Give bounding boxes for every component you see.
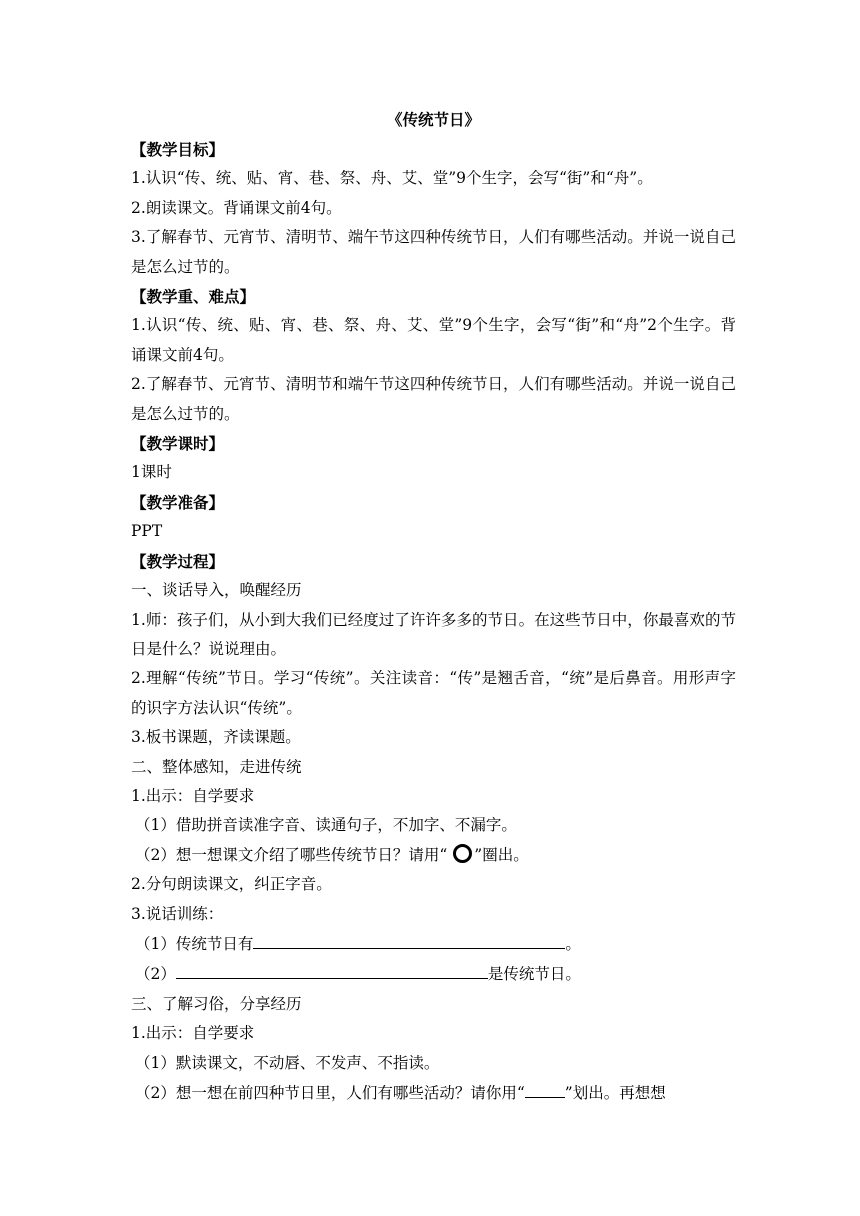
hours-value: 1课时 <box>131 463 172 482</box>
process-3-step-1b-text-end: ”划出。再想想 <box>564 1084 666 1102</box>
underline-mark <box>525 1078 565 1098</box>
process-2-step-2: 2.分句朗读课文，纠正字音。 <box>131 875 332 894</box>
process-2-step-3: 3.说话训练： <box>131 904 224 923</box>
section-heading-hours: 【教学课时】 <box>131 434 225 454</box>
process-2-step-1a: （1）借助拼音读准字音、读通句子，不加字、不漏字。 <box>135 816 517 835</box>
process-2-step-1b-text-end: ”圈出。 <box>474 845 529 864</box>
key-point-2: 2.了解春节、元宵节、清明节和端午节这四种传统节日，人们有哪些活动。并说一说自己是怎么过节的。 <box>131 375 736 423</box>
process-3-step-1: 1.出示：自学要求 <box>131 1024 255 1043</box>
process-part-2-title: 二、整体感知，走进传统 <box>131 757 302 776</box>
preparation-value: PPT <box>131 522 163 541</box>
process-3-step-1a: （1）默读课文，不动唇、不发声、不指读。 <box>135 1053 440 1072</box>
document-title: 《传统节日》 <box>386 110 480 129</box>
goal-3: 3.了解春节、元宵节、清明节、端午节这四种传统节日，人们有哪些活动。并说一说自己是怎么过节的。 <box>131 228 736 276</box>
speaking-drill-1 <box>131 929 736 959</box>
process-1-step-1: 1.师：孩子们，从小到大我们已经度过了许许多多的节日。在这些节日中，你最喜欢的节日是什么？说说理由。 <box>131 610 736 658</box>
process-1-step-3: 3.板书课题，齐读课题。 <box>131 728 301 747</box>
fill-in-blank-2 <box>176 959 488 979</box>
process-2-step-1b <box>131 841 736 870</box>
section-heading-preparation: 【教学准备】 <box>131 492 225 512</box>
section-heading-process: 【教学过程】 <box>131 551 225 571</box>
goal-1: 1.认识“传、统、贴、宵、巷、祭、舟、艾、堂”9个生字，会写“街”和“舟”。 <box>131 169 653 188</box>
speaking-drill-2-text-start: （2） <box>135 965 176 984</box>
speaking-drill-2-text-end: 是传统节日。 <box>487 965 581 984</box>
document-body <box>131 105 736 1108</box>
process-3-step-1b-text-start: （2）想一想在前四种节日里，人们有哪些活动？请你用“ <box>135 1084 525 1102</box>
process-3-step-1b <box>131 1078 736 1108</box>
process-1-step-2: 2.理解“传统”节日。学习“传统”。关注读音：“传”是翘舌音，“统”是后鼻音。用形声字的识字方法认识“传统”。 <box>131 669 736 717</box>
speaking-drill-1-text-end: 。 <box>565 934 581 953</box>
process-2-step-1b-text-start: （2）想一想课文介绍了哪些传统节日？请用“ <box>135 845 448 864</box>
key-point-1: 1.认识“传、统、贴、宵、巷、祭、舟、艾、堂”9个生字，会写“街”和“舟”2个生字。背诵课文前4句。 <box>131 316 736 364</box>
goal-2: 2.朗读课文。背诵课文前4句。 <box>131 198 342 217</box>
speaking-drill-2 <box>131 959 736 989</box>
circle-mark-icon <box>453 844 472 863</box>
process-2-step-1: 1.出示：自学要求 <box>131 786 255 805</box>
process-part-3-title: 三、了解习俗，分享经历 <box>131 994 302 1013</box>
section-heading-key-points: 【教学重、难点】 <box>131 287 256 307</box>
process-part-1-title: 一、谈话导入，唤醒经历 <box>131 581 302 600</box>
fill-in-blank-1 <box>253 929 565 949</box>
speaking-drill-1-text-start: （1）传统节日有 <box>135 934 254 953</box>
section-heading-goals: 【教学目标】 <box>131 140 225 159</box>
